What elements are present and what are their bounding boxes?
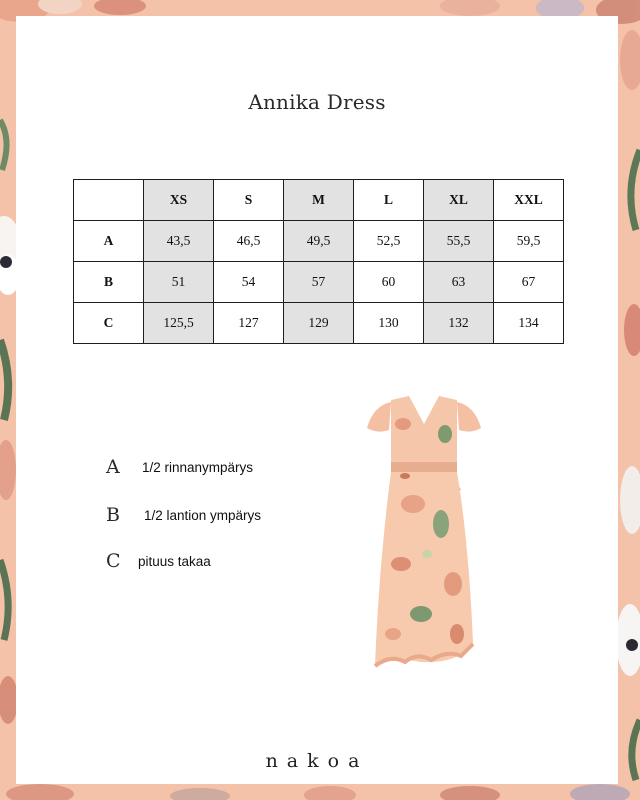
table-corner-cell xyxy=(74,180,144,221)
table-cell: 46,5 xyxy=(214,221,284,262)
legend-letter: C xyxy=(106,550,121,572)
brand-logo: nakoa xyxy=(265,750,369,772)
column-header: L xyxy=(354,180,424,221)
table-cell: 54 xyxy=(214,262,284,303)
row-label: A xyxy=(74,221,144,262)
row-label: B xyxy=(74,262,144,303)
table-cell: 57 xyxy=(284,262,354,303)
legend-text: pituus takaa xyxy=(138,554,211,569)
table-row xyxy=(74,221,564,262)
column-header: XXL xyxy=(494,180,564,221)
table-row xyxy=(74,303,564,344)
size-chart-card xyxy=(16,16,618,784)
table-row xyxy=(74,262,564,303)
legend-letter: A xyxy=(106,456,120,478)
legend-letter: B xyxy=(106,504,120,526)
table-cell: 60 xyxy=(354,262,424,303)
column-header: XS xyxy=(144,180,214,221)
table-cell: 134 xyxy=(494,303,564,344)
legend-text: 1/2 rinnanympärys xyxy=(142,460,254,475)
table-cell: 129 xyxy=(284,303,354,344)
table-cell: 63 xyxy=(424,262,494,303)
table-cell: 59,5 xyxy=(494,221,564,262)
table-cell: 52,5 xyxy=(354,221,424,262)
dress-image xyxy=(361,394,487,672)
row-label: C xyxy=(74,303,144,344)
product-title: Annika Dress xyxy=(248,90,386,114)
table-cell: 43,5 xyxy=(144,221,214,262)
table-cell: 67 xyxy=(494,262,564,303)
column-header: XL xyxy=(424,180,494,221)
table-cell: 127 xyxy=(214,303,284,344)
table-cell: 125,5 xyxy=(144,303,214,344)
column-header: S xyxy=(214,180,284,221)
table-cell: 49,5 xyxy=(284,221,354,262)
table-cell: 130 xyxy=(354,303,424,344)
legend-text: 1/2 lantion ympärys xyxy=(144,508,262,523)
table-cell: 55,5 xyxy=(424,221,494,262)
table-cell: 132 xyxy=(424,303,494,344)
table-header-row xyxy=(74,180,564,221)
column-header: M xyxy=(284,180,354,221)
size-table xyxy=(73,179,564,344)
table-cell: 51 xyxy=(144,262,214,303)
